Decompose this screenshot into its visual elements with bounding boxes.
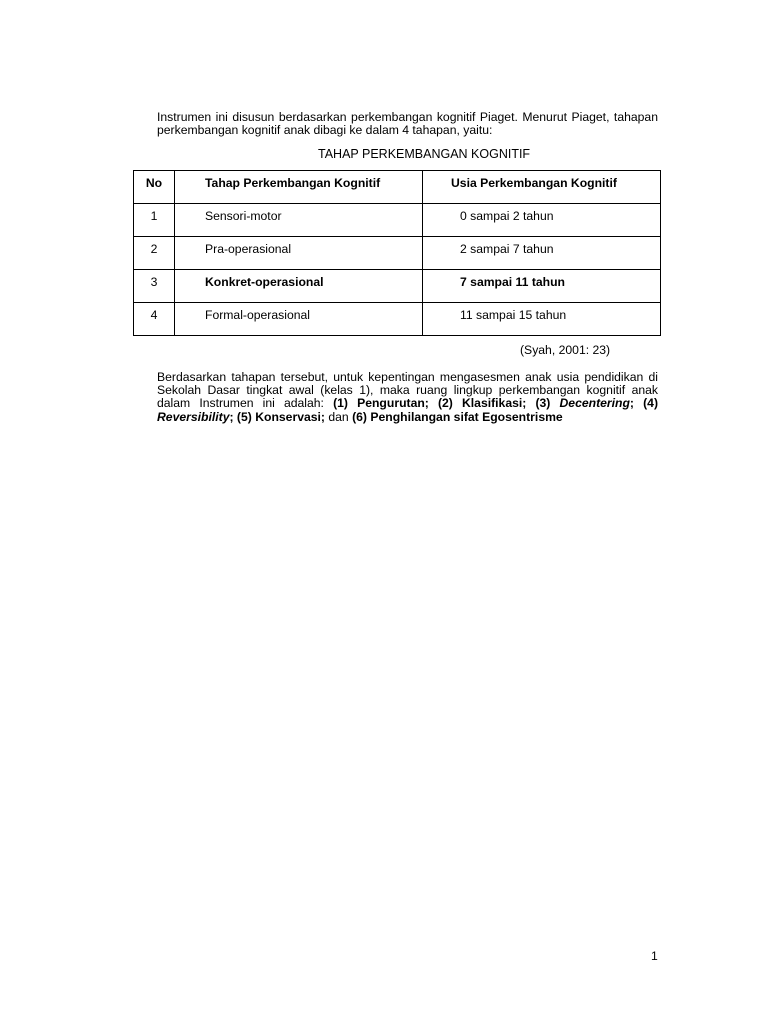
- summary-paragraph: [157, 371, 658, 424]
- term-decentering: Decentering: [559, 396, 630, 411]
- table-row: [134, 204, 661, 237]
- table-row-highlighted: [134, 270, 661, 303]
- table-header-row: [134, 171, 661, 204]
- page-number: 1: [651, 949, 658, 963]
- row-stage: Pra-operasional: [175, 237, 423, 270]
- row-no: 1: [134, 204, 175, 237]
- summary-conj: dan: [324, 409, 353, 424]
- row-no: 4: [134, 303, 175, 336]
- row-age: 7 sampai 11 tahun: [423, 270, 661, 303]
- row-no: 3: [134, 270, 175, 303]
- header-stage: Tahap Perkembangan Kognitif: [175, 171, 423, 204]
- table-row: [134, 303, 661, 336]
- cognitive-stages-table: [133, 170, 661, 336]
- row-no: 2: [134, 237, 175, 270]
- row-stage: Formal-operasional: [175, 303, 423, 336]
- table-source-citation: (Syah, 2001: 23): [520, 343, 611, 357]
- summary-lead: Berdasarkan tahapan tersebut, untuk kepentingan mengasesmen anak usia pendidikan di Sekolah Dasar tingkat awal (kelas 1), maka ruang lingkup perkembangan kognitif anak dalam Instrumen ini adalah:: [157, 370, 658, 411]
- row-stage: Konkret-operasional: [175, 270, 423, 303]
- table-title: TAHAP PERKEMBANGAN KOGNITIF: [318, 147, 531, 161]
- table-row: [134, 237, 661, 270]
- header-age: Usia Perkembangan Kognitif: [423, 171, 661, 204]
- row-age: 11 sampai 15 tahun: [423, 303, 661, 336]
- header-no: No: [134, 171, 175, 204]
- row-age: 0 sampai 2 tahun: [423, 204, 661, 237]
- term-reversibility: Reversibility: [157, 409, 230, 424]
- row-age: 2 sampai 7 tahun: [423, 237, 661, 270]
- intro-paragraph: Instrumen ini disusun berdasarkan perkembangan kognitif Piaget. Menurut Piaget, tahapan perkembangan kognitif anak dibagi ke dalam 4 tahapan, yaitu:: [157, 110, 658, 138]
- summary-items-1-3: (1) Pengurutan; (2) Klasifikasi; (3) Decentering; (4) Reversibility; (5) Konservasi;: [157, 396, 658, 424]
- row-stage: Sensori-motor: [175, 204, 423, 237]
- summary-item-6: (6) Penghilangan sifat Egosentrisme: [352, 409, 563, 424]
